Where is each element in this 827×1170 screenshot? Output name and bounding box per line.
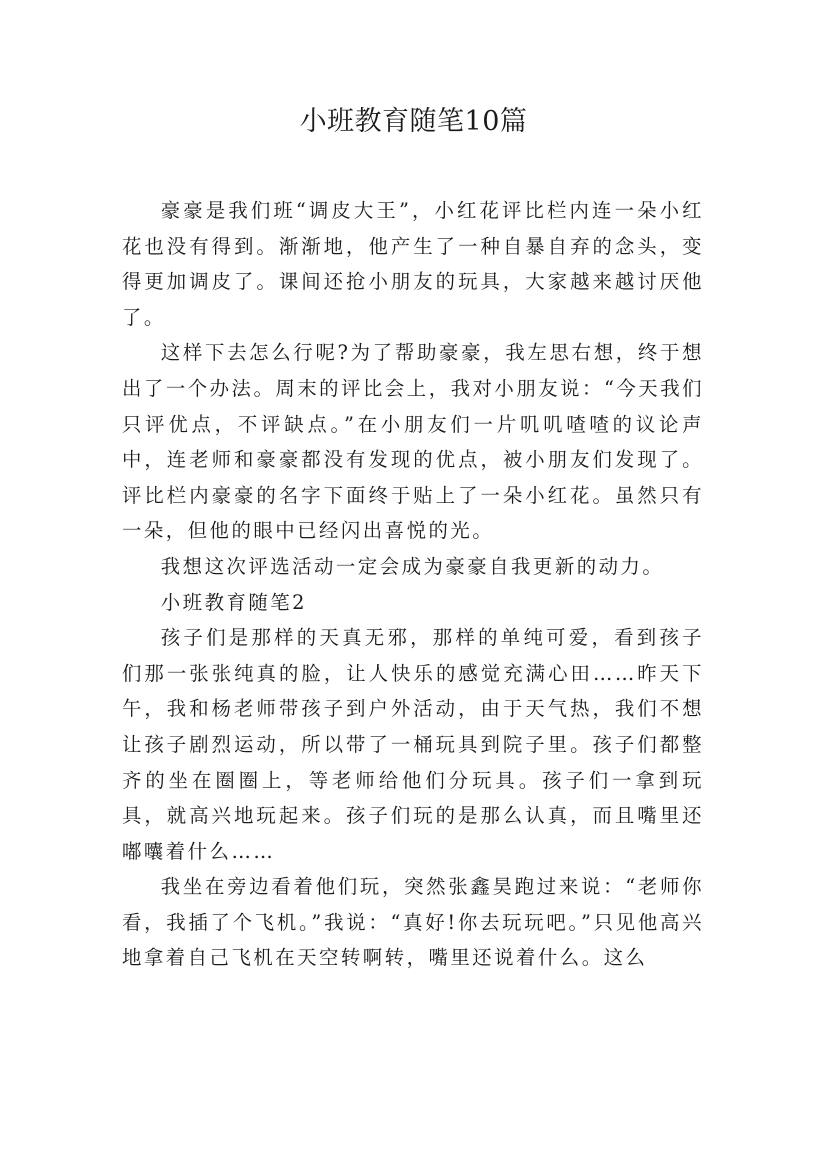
paragraph: 孩子们是那样的天真无邪，那样的单纯可爱，看到孩子们那一张张纯真的脸，让人快乐的感觉充满心田……昨天下午，我和杨老师带孩子到户外活动，由于天气热，我们不想让孩子剧烈运动，所以带了一桶玩具到院子里。孩子们都整齐的坐在圈圈上，等老师给他们分玩具。孩子们一拿到玩具，就高兴地玩起来。孩子们玩的是那么认真，而且嘴里还嘟囔着什么…… (122, 626, 704, 863)
paragraph: 我想这次评选活动一定会成为豪豪自我更新的动力。 (160, 554, 665, 578)
document-title: 小班教育随笔10篇 (299, 106, 528, 137)
document-body (122, 193, 704, 976)
paragraph: 这样下去怎么行呢?为了帮助豪豪，我左思右想，终于想出了一个办法。周末的评比会上，我对小朋友说：“今天我们只评优点，不评缺点。”在小朋友们一片叽叽喳喳的议论声中，连老师和豪豪都没有发现的优点，被小朋友们发现了。评比栏内豪豪的名字下面终于贴上了一朵小红花。虽然只有一朵，但他的眼中已经闪出喜悦的光。 (122, 341, 704, 543)
paragraph: 豪豪是我们班“调皮大王”，小红花评比栏内连一朵小红花也没有得到。渐渐地，他产生了一种自暴自弃的念头，变得更加调皮了。课间还抢小朋友的玩具，大家越来越讨厌他了。 (122, 199, 704, 329)
paragraph: 我坐在旁边看着他们玩，突然张鑫昊跑过来说：“老师你看，我插了个飞机。”我说：“真好!你去玩玩吧。”只见他高兴地拿着自己飞机在天空转啊转，嘴里还说着什么。这么 (122, 875, 704, 970)
section-heading: 小班教育随笔2 (160, 590, 307, 614)
